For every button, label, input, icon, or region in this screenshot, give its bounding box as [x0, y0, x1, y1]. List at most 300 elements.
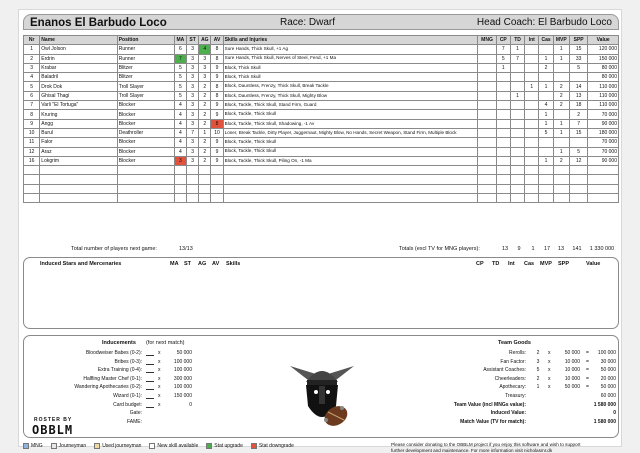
inducement-label: Bloodweiser Babes (0-2):: [85, 350, 142, 356]
cell-position: Blocker: [117, 119, 174, 128]
empty-cell: [117, 175, 174, 184]
cell-ag: 2: [199, 82, 211, 91]
cell-nr: 4: [24, 73, 40, 82]
cell-st: 3: [186, 45, 198, 54]
inducements-box: [23, 335, 619, 438]
cell-ma: 3: [174, 156, 186, 165]
empty-cell: [174, 175, 186, 184]
cell-st: 3: [186, 138, 198, 147]
total-td: 9: [517, 246, 521, 252]
legend-label: Stat upgrade: [214, 443, 243, 449]
good-label: Induced Value:: [490, 410, 526, 417]
roster-sheet: [18, 9, 622, 453]
good-price: 10 000: [564, 358, 580, 365]
empty-row: [24, 194, 619, 203]
inducement-count-blank[interactable]: [146, 389, 154, 390]
cell-value: 70 000: [588, 138, 619, 147]
stars-col-cp: CP: [476, 261, 484, 267]
cell-position: Deathroller: [117, 128, 174, 137]
cell-mng: [478, 82, 496, 91]
cell-cp: [496, 147, 510, 156]
cell-mvp: [553, 73, 569, 82]
cell-value: 180 000: [588, 128, 619, 137]
cell-mvp: 1: [553, 54, 569, 63]
empty-cell: [199, 184, 211, 193]
inducement-row: [30, 384, 230, 392]
good-price: 50 000: [564, 384, 580, 391]
empty-cell: [40, 166, 117, 175]
good-times: x: [548, 350, 551, 356]
cell-nr: 11: [24, 138, 40, 147]
cell-cas: [539, 147, 553, 156]
cell-cas: [539, 73, 553, 82]
roster-table: [23, 35, 619, 203]
good-times: x: [548, 358, 551, 365]
inducement-price: 150 000: [173, 393, 192, 399]
cell-ag: 3: [199, 73, 211, 82]
cell-st: 3: [186, 101, 198, 110]
cell-cp: [496, 91, 510, 100]
head-coach: Head Coach: El Barbudo Loco: [476, 17, 612, 28]
empty-cell: [539, 166, 553, 175]
stars-col-st: ST: [184, 261, 192, 267]
inducement-times: x: [158, 393, 161, 399]
inducement-price: 50 000: [176, 350, 192, 356]
good-equals: =: [586, 375, 589, 382]
empty-cell: [223, 175, 478, 184]
cell-name: Lokgrim: [40, 156, 117, 165]
cell-nr: 8: [24, 110, 40, 119]
stars-col-ma: MA: [170, 261, 179, 267]
cell-skills: Block, Thick Skull: [223, 73, 478, 82]
cell-td: [510, 138, 524, 147]
cell-ma: 7: [174, 54, 186, 63]
cell-av: 9: [211, 101, 223, 110]
inducement-price: 100 000: [173, 384, 192, 391]
good-count: 3: [536, 358, 540, 365]
empty-cell: [553, 166, 569, 175]
cell-name: Baladril: [40, 73, 117, 82]
players-next-game-label: Total number of players next game:: [71, 246, 157, 252]
cell-name: Kruring: [40, 110, 117, 119]
cell-st: 7: [186, 128, 198, 137]
cell-mvp: 2: [553, 156, 569, 165]
table-row: [24, 110, 619, 119]
cell-int: [525, 73, 539, 82]
good-times: x: [548, 375, 551, 382]
cell-mng: [478, 91, 496, 100]
cell-ma: 4: [174, 119, 186, 128]
legend-label: Used journeyman: [102, 443, 142, 449]
cell-mng: [478, 45, 496, 54]
empty-cell: [478, 184, 496, 193]
cell-cas: [539, 138, 553, 147]
legend-item: [251, 441, 294, 451]
cell-td: 1: [510, 45, 524, 54]
roster-col-mvp: MVP: [553, 36, 569, 45]
empty-cell: [211, 184, 223, 193]
cell-position: Troll Slayer: [117, 91, 174, 100]
inducement-price: 0: [189, 401, 192, 408]
cell-skills: Block, Thick Skull: [223, 63, 478, 72]
legend-swatch: [251, 443, 257, 449]
roster-col-mng: MNG: [478, 36, 496, 45]
roster-col-av: AV: [211, 36, 223, 45]
cell-mvp: [553, 138, 569, 147]
cell-position: Blitzer: [117, 63, 174, 72]
cell-ma: 5: [174, 73, 186, 82]
good-count: 5: [536, 367, 540, 374]
cell-spp: [569, 138, 587, 147]
good-label: Team Value (incl MNGs value):: [453, 401, 526, 408]
good-total: 100 000: [597, 350, 616, 356]
cell-st: 3: [186, 54, 198, 63]
good-total: 20 000: [600, 375, 616, 382]
good-times: x: [548, 367, 551, 374]
empty-cell: [496, 166, 510, 175]
legend-item: [23, 441, 43, 451]
roster-col-name: Name: [40, 36, 117, 45]
cell-value: 150 000: [588, 54, 619, 63]
cell-name: Burul: [40, 128, 117, 137]
good-total: 60 000: [600, 393, 616, 399]
donate-note: [391, 442, 621, 453]
donate-line-2: further development and maintenance. For more information visit nicholasmr.dk: [391, 447, 553, 453]
cell-td: [510, 147, 524, 156]
cell-td: [510, 128, 524, 137]
cell-td: [510, 101, 524, 110]
cell-mng: [478, 147, 496, 156]
inducement-count-blank[interactable]: [146, 398, 154, 399]
inducement-count-blank[interactable]: [146, 355, 154, 356]
empty-cell: [174, 184, 186, 193]
legend-swatch: [23, 443, 29, 449]
cell-ag: 2: [199, 110, 211, 119]
inducement-times: x: [158, 384, 161, 391]
cell-av: 9: [211, 138, 223, 147]
total-value: 1 330 000: [589, 246, 615, 252]
table-row: [24, 138, 619, 147]
cell-value: 70 000: [588, 147, 619, 156]
cell-cp: [496, 101, 510, 110]
cell-position: Blocker: [117, 156, 174, 165]
inducement-label: Wandering Apothecaries (0-2):: [74, 384, 142, 391]
dwarf-logo-icon: [286, 350, 358, 434]
inducement-row: [30, 393, 230, 401]
empty-cell: [569, 166, 587, 175]
good-total: 50 000: [600, 384, 616, 391]
cell-skills: Block, Dauntless, Frenzy, Thick Skull, Mighty Blow: [223, 91, 478, 100]
empty-cell: [588, 184, 619, 193]
legend-item: [94, 441, 141, 451]
good-equals: =: [586, 350, 589, 356]
empty-cell: [117, 184, 174, 193]
cell-st: 3: [186, 119, 198, 128]
cell-st: 3: [186, 110, 198, 119]
stars-col-av: AV: [212, 261, 220, 267]
roster-header-row: [24, 36, 619, 45]
cell-int: [525, 138, 539, 147]
team-name: Enanos El Barbudo Loco: [30, 17, 167, 29]
cell-int: [525, 91, 539, 100]
cell-av: 8: [211, 54, 223, 63]
cell-nr: 9: [24, 119, 40, 128]
cell-name: Falor: [40, 138, 117, 147]
cell-nr: 16: [24, 156, 40, 165]
stars-col-mvp: MVP: [540, 261, 552, 267]
empty-cell: [186, 184, 198, 193]
cell-av: 8: [211, 119, 223, 128]
cell-td: [510, 73, 524, 82]
good-label: Assistant Coaches:: [483, 367, 526, 374]
good-price: 10 000: [564, 375, 580, 382]
inducement-count-blank[interactable]: [146, 407, 154, 408]
cell-ma: 4: [174, 147, 186, 156]
empty-cell: [186, 166, 198, 175]
cell-nr: 2: [24, 54, 40, 63]
cell-cp: [496, 156, 510, 165]
good-count: 1: [536, 384, 540, 391]
cell-spp: 15: [569, 128, 587, 137]
cell-ma: 4: [174, 128, 186, 137]
empty-cell: [539, 184, 553, 193]
empty-cell: [525, 175, 539, 184]
stars-title: Induced Stars and Mercenaries: [40, 261, 122, 267]
cell-ag: 2: [199, 147, 211, 156]
good-label: Fan Factor:: [500, 358, 526, 365]
cell-position: Blitzer: [117, 73, 174, 82]
cell-ma: 4: [174, 101, 186, 110]
cell-ag: 2: [199, 156, 211, 165]
players-next-game-value: 13/13: [179, 246, 193, 252]
team-good-row: [444, 410, 616, 418]
stars-col-skills: Skills: [226, 261, 241, 267]
inducement-times: x: [158, 367, 161, 374]
cell-value: 90 000: [588, 119, 619, 128]
empty-cell: [24, 166, 40, 175]
empty-cell: [223, 166, 478, 175]
cell-position: Troll Slayer: [117, 82, 174, 91]
good-label: Cheerleaders:: [494, 375, 526, 382]
good-equals: =: [586, 367, 589, 374]
inducement-price: 100 000: [173, 367, 192, 374]
cell-skills: Block, Tackle, Thick Skull: [223, 110, 478, 119]
cell-ag: 2: [199, 91, 211, 100]
cell-cas: 1: [539, 54, 553, 63]
legend-item: [51, 441, 87, 451]
cell-cas: 1: [539, 110, 553, 119]
cell-int: [525, 110, 539, 119]
cell-mvp: [553, 63, 569, 72]
inducement-row: [30, 350, 230, 358]
inducement-label: Extra Training (0-4):: [97, 367, 142, 374]
cell-td: 7: [510, 54, 524, 63]
cell-av: 9: [211, 73, 223, 82]
cell-spp: 15: [569, 45, 587, 54]
cell-cp: [496, 82, 510, 91]
cell-cp: [496, 73, 510, 82]
good-price: 50 000: [564, 350, 580, 356]
good-equals: =: [586, 384, 589, 391]
cell-skills: Block, Tackle, Thick Skull, Piling On, -1 Ma: [223, 156, 478, 165]
team-good-row: [444, 384, 616, 392]
cell-cp: 1: [496, 63, 510, 72]
cell-ag: 3: [199, 63, 211, 72]
table-row: [24, 45, 619, 54]
cell-ag: 3: [199, 54, 211, 63]
cell-spp: 14: [569, 82, 587, 91]
cell-cp: [496, 128, 510, 137]
cell-cas: 1: [539, 82, 553, 91]
cell-td: 1: [510, 91, 524, 100]
cell-int: [525, 119, 539, 128]
stars-col-int: Int: [508, 261, 515, 267]
empty-cell: [525, 194, 539, 203]
cell-mvp: 2: [553, 91, 569, 100]
good-count: 2: [536, 375, 540, 382]
empty-cell: [211, 166, 223, 175]
roster-col-position: Position: [117, 36, 174, 45]
cell-mng: [478, 119, 496, 128]
inducement-label: FAME:: [126, 418, 142, 425]
empty-cell: [24, 175, 40, 184]
legend-item: [206, 441, 243, 451]
good-equals: =: [586, 358, 589, 365]
roster-col-td: TD: [510, 36, 524, 45]
empty-cell: [211, 175, 223, 184]
good-total: 0: [613, 410, 616, 417]
cell-mvp: 2: [553, 101, 569, 110]
empty-cell: [525, 184, 539, 193]
cell-cas: [539, 45, 553, 54]
good-total: 1 580 000: [593, 401, 616, 408]
inducement-price: 100 000: [173, 358, 192, 365]
roster-col-ma: MA: [174, 36, 186, 45]
total-cas: 17: [543, 246, 551, 252]
empty-cell: [478, 166, 496, 175]
empty-cell: [496, 175, 510, 184]
total-spp: 141: [572, 246, 582, 252]
empty-cell: [510, 184, 524, 193]
cell-name: Araz: [40, 147, 117, 156]
cell-value: 80 000: [588, 63, 619, 72]
legend-label: New skill available: [157, 443, 199, 449]
inducement-label: Halfling Master Chef (0-1):: [83, 375, 142, 382]
good-total: 30 000: [600, 358, 616, 365]
cell-position: Blocker: [117, 101, 174, 110]
good-times: x: [548, 384, 551, 391]
cell-skills: Block, Tackle, Thick Skull: [223, 147, 478, 156]
cell-cas: 2: [539, 63, 553, 72]
cell-int: [525, 147, 539, 156]
empty-cell: [510, 166, 524, 175]
team-good-row: [444, 350, 616, 358]
table-row: [24, 82, 619, 91]
table-row: [24, 63, 619, 72]
cell-av: 9: [211, 156, 223, 165]
cell-skills: Block, Tackle, Thick Skull, Shadowing, -1 Av: [223, 119, 478, 128]
cell-name: Krabar: [40, 63, 117, 72]
cell-mng: [478, 110, 496, 119]
good-label: Rerolls:: [509, 350, 526, 356]
roster-col-cp: CP: [496, 36, 510, 45]
inducement-label: Bribes (0-3):: [114, 358, 142, 365]
inducement-count-blank[interactable]: [146, 381, 154, 382]
empty-cell: [199, 194, 211, 203]
roster-col-spp: SPP: [569, 36, 587, 45]
cell-td: [510, 156, 524, 165]
induced-stars-box: [23, 257, 619, 329]
inducement-count-blank[interactable]: [146, 372, 154, 373]
total-int: 1: [531, 246, 535, 252]
cell-mvp: 1: [553, 128, 569, 137]
inducement-times: x: [158, 401, 161, 408]
cell-value: 80 000: [588, 73, 619, 82]
cell-skills: Block, Tackle, Thick Skull: [223, 138, 478, 147]
empty-cell: [588, 194, 619, 203]
cell-cp: 5: [496, 54, 510, 63]
cell-position: Runner: [117, 45, 174, 54]
cell-spp: [569, 73, 587, 82]
cell-spp: 13: [569, 91, 587, 100]
obblm-logo: OBBLM: [32, 423, 74, 437]
cell-cas: 1: [539, 119, 553, 128]
team-header: [23, 14, 619, 30]
cell-int: [525, 101, 539, 110]
inducement-count-blank[interactable]: [146, 364, 154, 365]
cell-int: 1: [525, 82, 539, 91]
stars-col-cas: Cas: [524, 261, 535, 267]
inducement-times: x: [158, 350, 161, 356]
inducement-row: [30, 359, 230, 367]
good-total: 1 580 000: [593, 418, 616, 425]
legend-item: [149, 441, 198, 451]
table-row: [24, 156, 619, 165]
inducement-label: Gate:: [129, 410, 142, 417]
cell-skills: Block, Tackle, Thick Skull, Stand Firm, Guard: [223, 101, 478, 110]
cell-position: Blocker: [117, 110, 174, 119]
empty-cell: [174, 194, 186, 203]
roster-col-int: Int: [525, 36, 539, 45]
cell-mng: [478, 54, 496, 63]
donate-line-1: Please consider donating to the OBBLM project if you enjoy this software and wish to support: [391, 442, 581, 447]
team-goods-title: Team Goods: [498, 340, 531, 346]
empty-cell: [117, 166, 174, 175]
empty-cell: [588, 175, 619, 184]
cell-mvp: 1: [553, 147, 569, 156]
empty-row: [24, 175, 619, 184]
cell-name: Angg: [40, 119, 117, 128]
legend-swatch: [94, 443, 100, 449]
empty-cell: [478, 175, 496, 184]
cell-st: 3: [186, 82, 198, 91]
team-good-row: [444, 367, 616, 375]
empty-cell: [223, 194, 478, 203]
cell-ma: 6: [174, 45, 186, 54]
team-good-row: [444, 393, 616, 401]
cell-value: 110 000: [588, 82, 619, 91]
cell-value: 70 000: [588, 110, 619, 119]
cell-cas: [539, 91, 553, 100]
cell-mng: [478, 73, 496, 82]
cell-av: 9: [211, 63, 223, 72]
legend-label: Stat downgrade: [258, 443, 294, 449]
cell-ag: 2: [199, 138, 211, 147]
empty-cell: [174, 166, 186, 175]
cell-ag: 2: [199, 119, 211, 128]
cell-ag: 2: [199, 101, 211, 110]
cell-value: 110 000: [588, 101, 619, 110]
